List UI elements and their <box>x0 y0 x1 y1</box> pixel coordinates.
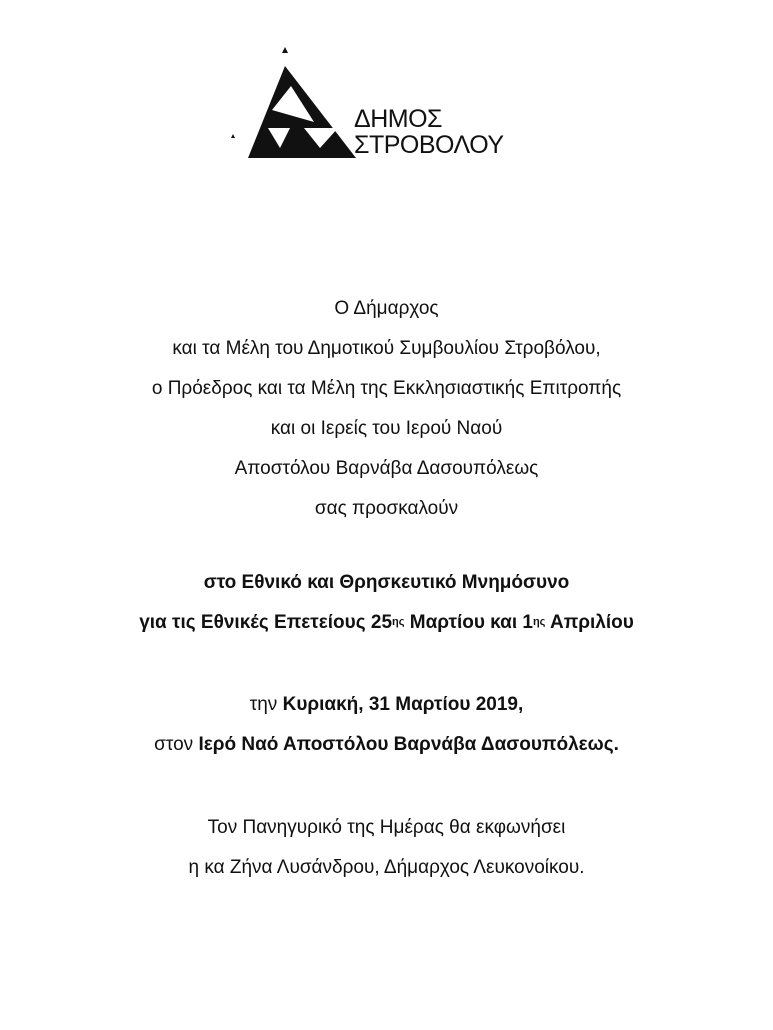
logo-line-1: ΔΗΜΟΣ <box>354 105 442 133</box>
intro-line: ο Πρόεδρος και τα Μέλη της Εκκλησιαστικής Επιτροπής <box>151 378 622 399</box>
ordinal-suffix: ης <box>532 616 546 628</box>
event-date: Κυριακή, 31 Μαρτίου 2019, <box>282 694 524 715</box>
date-prefix: την <box>249 694 283 715</box>
intro-line: και τα Μέλη του Δημοτικού Συμβουλίου Στροβόλου, <box>172 338 601 359</box>
event-text-a: για τις Εθνικές Επετείους 25 <box>139 612 393 633</box>
event-text-c: Απριλίου <box>545 612 634 633</box>
logo-wordmark <box>354 106 504 158</box>
intro-line: και οι Ιερείς του Ιερού Ναού <box>270 418 503 439</box>
event-anniversaries <box>139 612 634 633</box>
place-prefix: στον <box>154 734 199 755</box>
event-title: στο Εθνικό και Θρησκευτικό Μνημόσυνο <box>203 572 570 593</box>
speaker-line-2: η κα Ζήνα Λυσάνδρου, Δήμαρχος Λευκονοίκου. <box>188 857 585 878</box>
event-line-2 <box>0 603 773 643</box>
place-line <box>0 725 773 765</box>
intro-line: Ο Δήμαρχος <box>334 298 439 319</box>
triangle-logo-icon <box>228 44 358 166</box>
event-when-where <box>0 685 773 765</box>
event-description <box>0 563 773 643</box>
event-line-1 <box>0 563 773 603</box>
speaker-info <box>0 808 773 888</box>
municipality-logo <box>228 44 518 166</box>
event-place: Ιερό Ναό Αποστόλου Βαρνάβα Δασουπόλεως. <box>198 734 619 755</box>
ordinal-suffix: ης <box>392 616 405 628</box>
intro-line: Αποστόλου Βαρνάβα Δασουπόλεως <box>234 458 539 479</box>
intro-line: σας προσκαλούν <box>314 498 459 519</box>
speaker-line-1: Τον Πανηγυρικό της Ημέρας θα εκφωνήσει <box>207 817 566 838</box>
date-line <box>0 685 773 725</box>
logo-line-2: ΣΤΡΟΒΟΛΟΥ <box>354 131 504 159</box>
event-text-b: Μαρτίου και 1 <box>404 612 533 633</box>
invitation-intro <box>0 289 773 529</box>
